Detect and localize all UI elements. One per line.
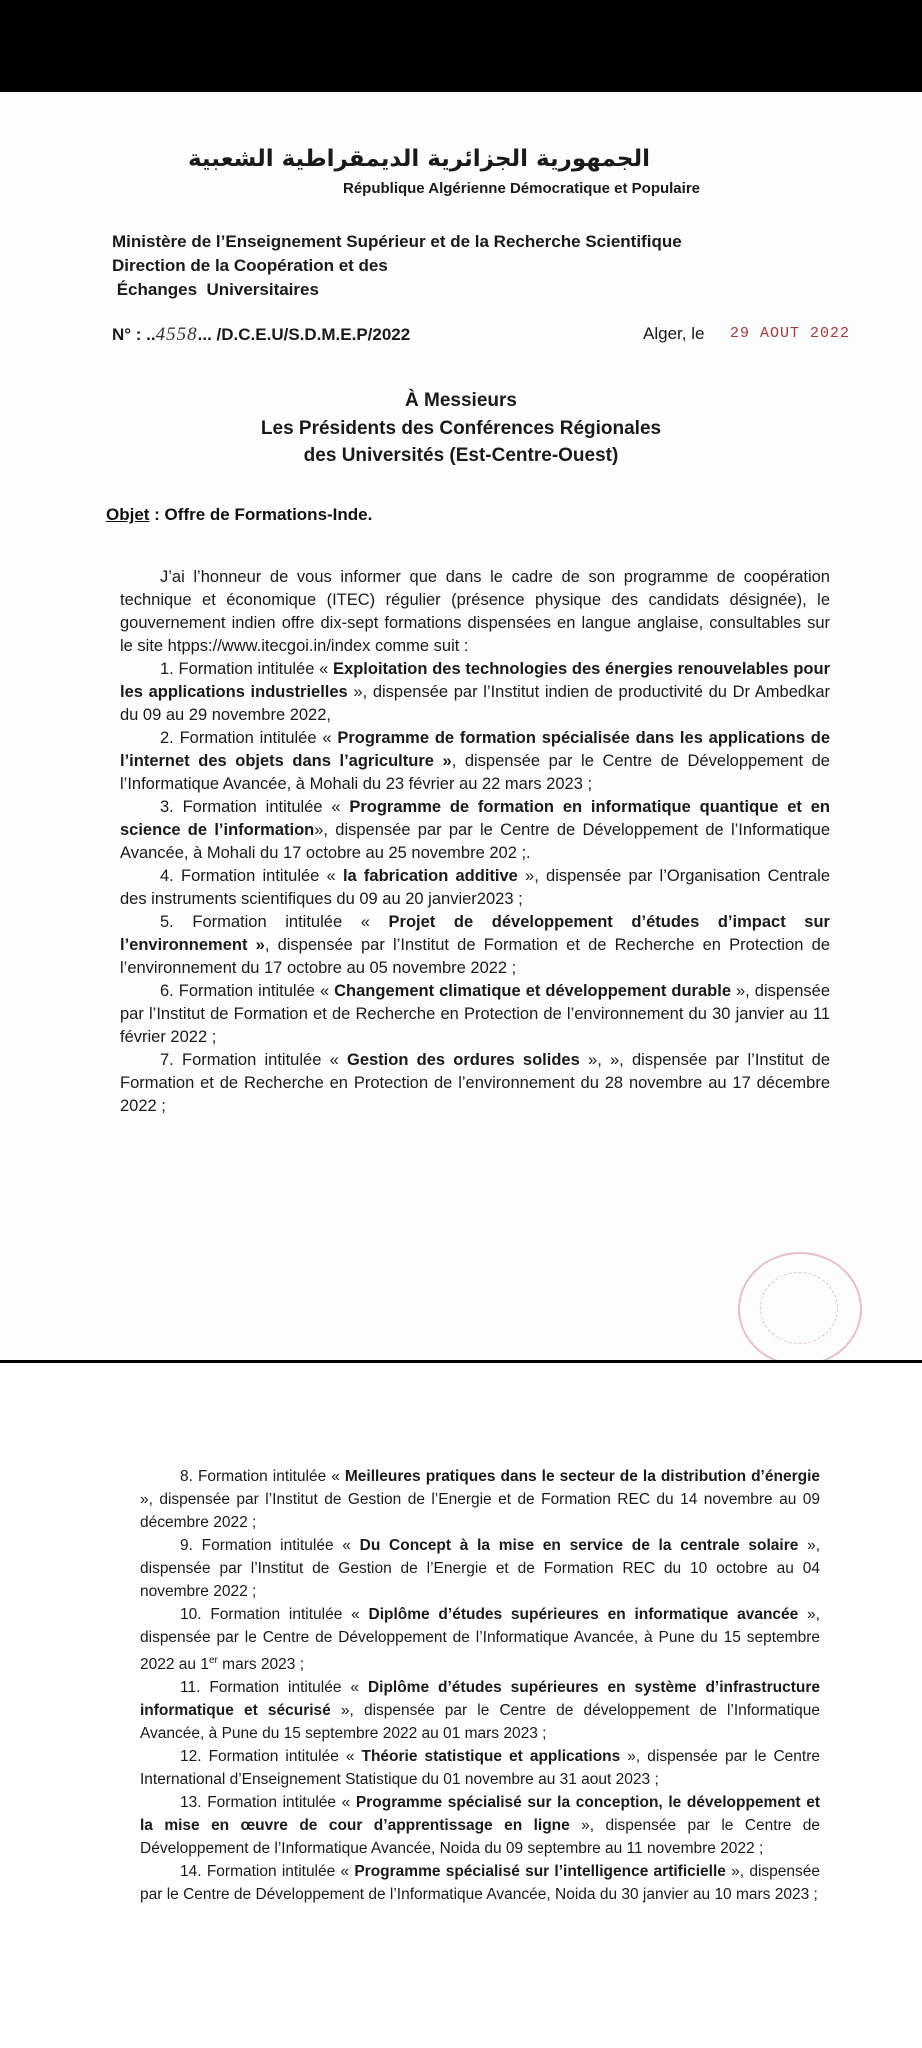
formation-title: Théorie statistique et applications (361, 1748, 621, 1766)
formation-details: , dispensée par l’Institut de Formation et de Recherche en Protection de l’environnement du 17 octobre au 05 novembre 2022 ; (120, 936, 830, 977)
formation-details: », dispensée par le Centre de Développement de l’Informatique Avancée, à Pune du 15 septembre 2022 au 1 (140, 1606, 820, 1674)
formation-number: 3. (160, 798, 174, 816)
objet-line (106, 505, 372, 525)
formation-item (140, 1534, 820, 1603)
republic-title: République Algérienne Démocratique et Populaire (342, 180, 700, 197)
formation-details: », dispensée par l’Organisation Centrale des instruments scientifiques du 09 au 20 janvier2023 ; (120, 867, 830, 908)
formation-number: 11. (180, 1679, 201, 1697)
intro-paragraph: J’ai l’honneur de vous informer que dans le cadre de son programme de coopération technique et économique (ITEC) régulier (présence physique des candidats désignée), le gouvernement indien offre dix-sept formations dispensées en langue anglaise, consultables sur le site htpps://www.itecgoi.in/index comme suit : (120, 568, 830, 655)
body-text-page-2 (140, 1465, 820, 1906)
reference-handwritten-number: 4558 (155, 324, 198, 345)
formation-title: Diplôme d’études supérieures en système d’infrastructure informatique et sécurisé (140, 1679, 820, 1720)
formation-title: la fabrication additive (342, 867, 518, 885)
place-label: Alger, le (643, 324, 705, 343)
formation-item (120, 658, 830, 727)
formation-prefix: Formation intitulée « (182, 798, 350, 816)
formation-item (120, 865, 830, 911)
body-text-page-1 (120, 566, 830, 1118)
formation-number: 4. (160, 867, 174, 885)
formation-details: », dispensée par le Centre de Développement de l’Informatique Avancée, Noida du 09 septembre au 11 novembre 2022 ; (140, 1817, 820, 1858)
formation-prefix: Formation intitulée « (197, 1468, 345, 1485)
formation-prefix: Formation intitulée « (179, 729, 338, 747)
addressee-line-1: À Messieurs (405, 390, 517, 411)
formation-title: Programme spécialisé sur l’intelligence artificielle (354, 1863, 726, 1881)
formation-prefix: Formation intitulée « (206, 1863, 355, 1881)
ministry-line-3: Échanges Universitaires (112, 280, 319, 299)
ministry-block (112, 230, 682, 302)
formation-prefix: Formation intitulée « (209, 1679, 368, 1697)
formation-title: Gestion des ordures solides (346, 1051, 580, 1069)
formation-title: Programme de formation spécialisée dans les applications de l’internet des objets dans l’agriculture » (120, 729, 830, 770)
objet-label: Objet (106, 505, 150, 524)
formation-number: 14. (180, 1863, 202, 1881)
document-page-1 (0, 92, 922, 1360)
formation-list-2 (140, 1465, 820, 1906)
formation-prefix: Formation intitulée « (208, 1748, 362, 1766)
formation-details: », dispensée par l’Institut de Formation et de Recherche en Protection de l’environnement du 30 janvier au 11 février 2022 ; (120, 982, 831, 1046)
formation-item (140, 1676, 820, 1745)
formation-prefix: Formation intitulée « (178, 982, 335, 1000)
formation-item (120, 980, 830, 1049)
formation-details: », dispensée par l’Institut indien de productivité du Dr Ambedkar du 09 au 29 novembre 2022, (120, 683, 830, 724)
formation-title: Exploitation des technologies des énergies renouvelables pour les applications industrielles (120, 660, 830, 701)
formation-number: 5. (160, 913, 174, 931)
formation-details: », dispensée par le Centre International d’Enseignement Statistique du 01 novembre au 31 aout 2023 ; (140, 1748, 820, 1789)
formation-prefix: Formation intitulée « (210, 1606, 369, 1623)
formation-details: », dispensée par par le Centre de Développement de l’Informatique Avancée, à Mohali du 17 octobre au 25 novembre 202 ;. (120, 821, 830, 862)
date-stamp: 29 AOUT 2022 (730, 325, 851, 342)
formation-number: 13. (180, 1794, 202, 1812)
formation-prefix: Formation intitulée « (180, 867, 343, 885)
top-black-bar (0, 0, 922, 92)
formation-details: », », dispensée par l’Institut de Formation et de Recherche en Protection de l’environnement du 28 novembre au 17 décembre 2022 ; (120, 1051, 831, 1115)
formation-prefix: Formation intitulée « (192, 913, 389, 931)
formation-details: », dispensée par le Centre de Développement de l’Informatique Avancée, Noida du 30 janvier au 10 mars 2023 ; (140, 1863, 820, 1904)
formation-number: 2. (160, 729, 174, 747)
formation-list-1 (120, 658, 830, 1118)
addressee-line-2: Les Présidents des Conférences Régionales (260, 418, 662, 439)
reference-suffix: ... /D.C.E.U/S.D.M.E.P/2022 (197, 325, 411, 344)
official-seal-inner-ring (760, 1272, 838, 1344)
formation-details-end: mars 2023 ; (217, 1656, 305, 1674)
formation-title: Du Concept à la mise en service de la centrale solaire (359, 1537, 799, 1554)
formation-prefix: Formation intitulée « (207, 1794, 356, 1812)
formation-prefix: Formation intitulée « (182, 1051, 347, 1069)
formation-title: Changement climatique et développement durable (334, 982, 731, 1000)
formation-number: 8. (180, 1468, 193, 1485)
formation-number: 10. (180, 1606, 202, 1623)
formation-title: Meilleures pratiques dans le secteur de la distribution d’énergie (344, 1468, 821, 1485)
formation-number: 7. (160, 1051, 174, 1069)
formation-title: Projet de développement d’études d’impact sur l’environnement » (120, 913, 830, 954)
ministry-line-2: Direction de la Coopération et des (112, 256, 388, 275)
formation-details: », dispensée par l’Institut de Gestion de l’Energie et de Formation REC du 14 novembre au 09 décembre 2022 ; (140, 1491, 820, 1531)
formation-number: 1. (160, 660, 174, 678)
formation-number: 9. (180, 1537, 193, 1554)
addressee-line-3: des Universités (Est-Centre-Ouest) (303, 445, 619, 466)
formation-details: », dispensée par l’Institut de Gestion de l’Energie et de Formation REC du 10 octobre au 04 novembre 2022 ; (140, 1537, 821, 1600)
formation-details: , dispensée par le Centre de Développement de l’Informatique Avancée, à Mohali du 23 février au 22 mars 2023 ; (120, 752, 830, 793)
formation-item (120, 911, 830, 980)
formation-title: Programme spécialisé sur la conception, le développement et la mise en œuvre de cour d’apprentissage en ligne (140, 1794, 820, 1835)
formation-item (140, 1465, 820, 1534)
formation-number: 6. (160, 982, 174, 1000)
formation-item (140, 1603, 820, 1676)
formation-title: Programme de formation en informatique quantique et en science de l’information (120, 798, 830, 839)
formation-item (140, 1860, 820, 1906)
formation-item (120, 727, 830, 796)
arabic-title: الجمهورية الجزائرية الديمقراطية الشعبية (187, 146, 650, 172)
reference-number (112, 324, 410, 346)
formation-item (140, 1791, 820, 1860)
formation-title: Diplôme d’études supérieures en informatique avancée (368, 1606, 799, 1623)
superscript: er (208, 1655, 218, 1666)
formation-details: », dispensée par le Centre de développement de l’Informatique Avancée, à Pune du 15 septembre 2022 au 01 mars 2023 ; (140, 1702, 820, 1743)
reference-prefix: N° : .. (112, 325, 156, 344)
formation-item (120, 796, 830, 865)
formation-item (120, 1049, 830, 1118)
formation-prefix: Formation intitulée « (201, 1537, 360, 1554)
formation-item (140, 1745, 820, 1791)
objet-text: : Offre de Formations-Inde. (149, 505, 373, 524)
formation-number: 12. (180, 1748, 202, 1766)
formation-prefix: Formation intitulée « (178, 660, 334, 678)
ministry-line-1: Ministère de l’Enseignement Supérieur et de la Recherche Scientifique (112, 232, 682, 251)
